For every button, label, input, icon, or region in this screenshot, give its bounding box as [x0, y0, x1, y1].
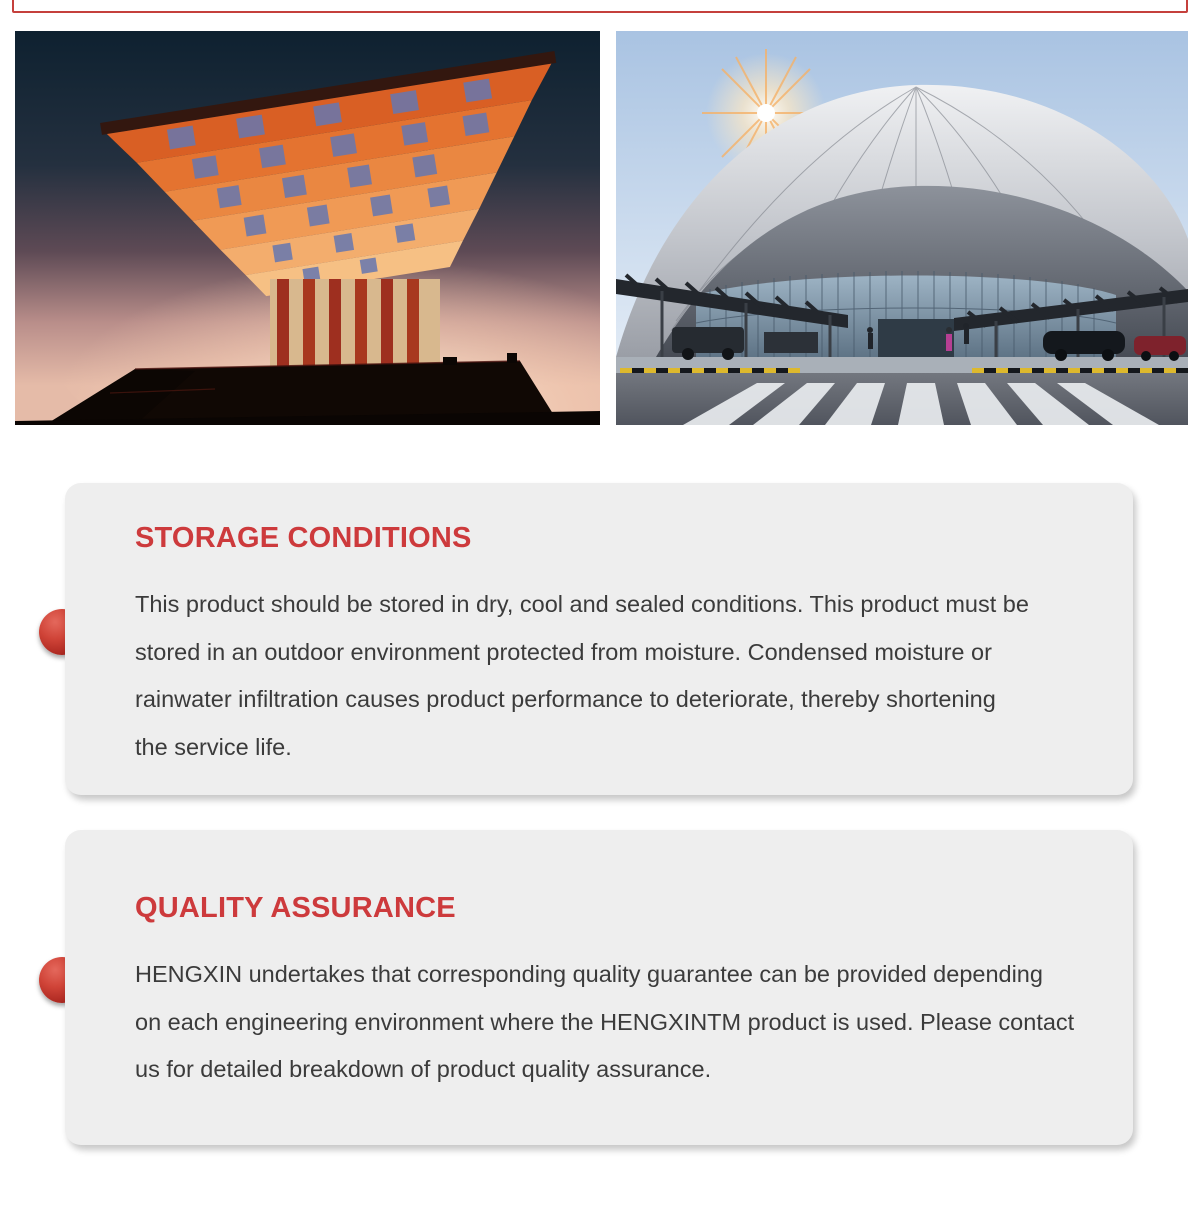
airport-terminal-illustration: [616, 31, 1188, 425]
airport-roadway: [616, 357, 1188, 425]
section-body-line: stored in an outdoor environment protected from moisture. Condensed moisture or: [135, 638, 992, 665]
photo-gallery: [15, 31, 1188, 425]
section-body-line: us for detailed breakdown of product quality assurance.: [135, 1056, 712, 1082]
clipped-section-box: [12, 0, 1188, 13]
china-pavilion-illustration: [15, 31, 600, 425]
airport-terminal-photo: [616, 31, 1188, 425]
section-body-line: rainwater infiltration causes product performance to deteriorate, thereby shortening: [135, 686, 996, 712]
section-body-line: HENGXIN undertakes that corresponding quality guarantee can be provided depending: [135, 961, 1043, 987]
section-body-line: the service life.: [135, 733, 292, 760]
quality-assurance-card: [65, 830, 1133, 1145]
section-title-quality: QUALITY ASSURANCE: [135, 892, 456, 924]
section-body-line: on each engineering environment where the HENGXINTM product is used. Please contact: [135, 1008, 1075, 1035]
china-pavilion-night-photo: [15, 31, 600, 425]
section-title-storage: STORAGE CONDITIONS: [135, 522, 472, 554]
section-body-line: This product should be stored in dry, cool and sealed conditions. This product must be: [135, 591, 1029, 617]
storage-conditions-card: [65, 483, 1133, 795]
pavilion-columns: [270, 279, 440, 373]
